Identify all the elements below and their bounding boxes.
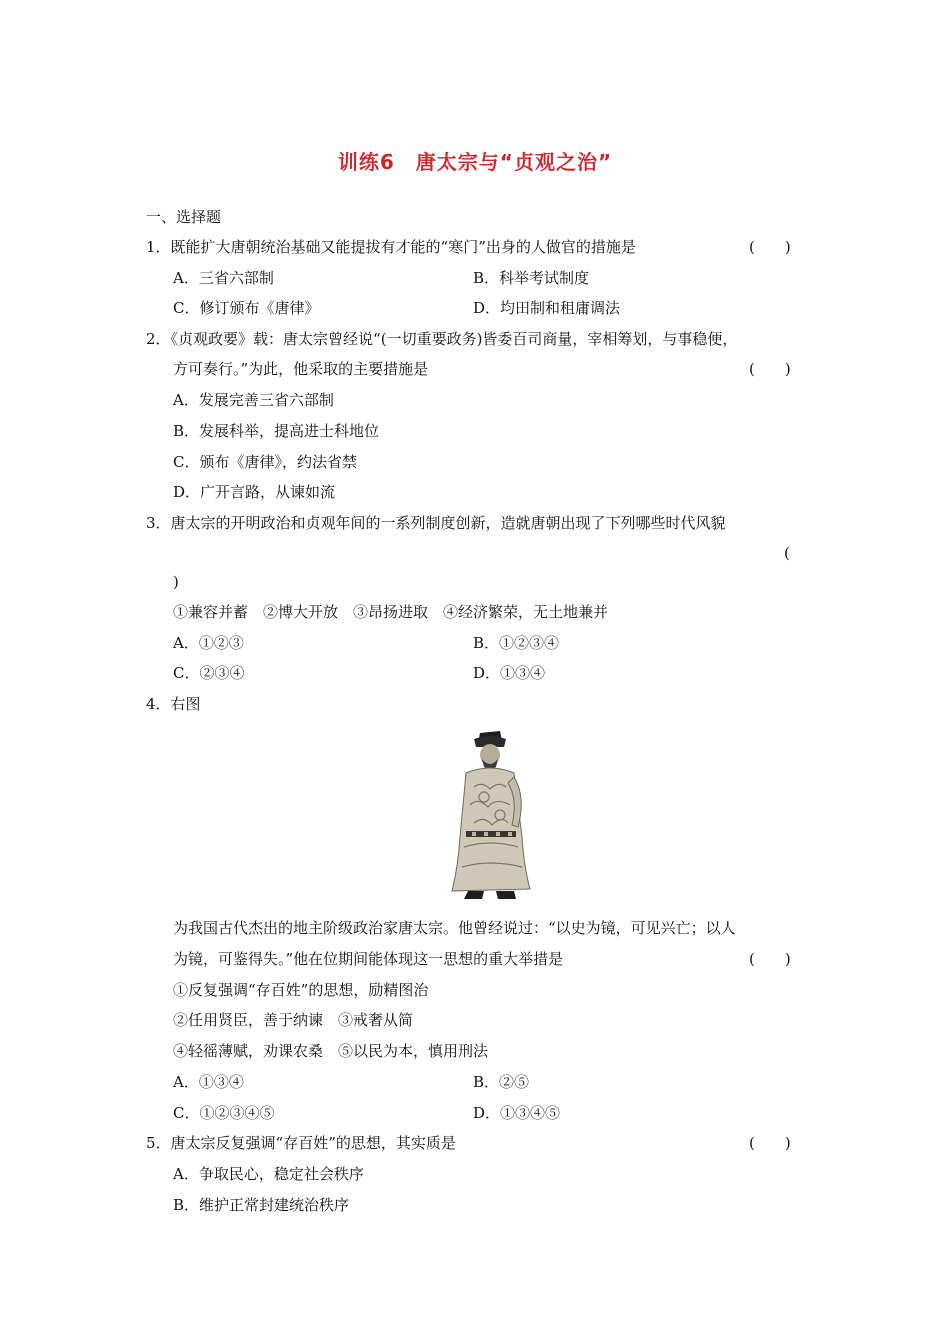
q2-answer-paren: ( )	[749, 360, 791, 378]
q4-item-1: ①反复强调“存百姓”的思想，励精图治	[173, 981, 429, 999]
q3-option-a: A．①②③	[173, 634, 244, 652]
q1-option-b: B．科举考试制度	[473, 269, 590, 287]
q2-option-b: B．发展科举，提高进士科地位	[173, 422, 380, 440]
section-heading: 一、选择题	[146, 208, 222, 226]
q5-option-b: B．维护正常封建统治秩序	[173, 1196, 350, 1214]
q2-option-c: C．颁布《唐律》，约法省禁	[173, 453, 357, 471]
q5-option-a: A．争取民心，稳定社会秩序	[173, 1165, 364, 1183]
q1-stem: 1．既能扩大唐朝统治基础又能提拔有才能的“寒门”出身的人做官的措施是	[146, 238, 636, 256]
q5-stem: 5．唐太宗反复强调“存百姓”的思想，其实质是	[146, 1134, 456, 1152]
q5-answer-paren: ( )	[749, 1134, 791, 1152]
q4-option-b: B．②⑤	[473, 1073, 530, 1091]
q2-option-d: D．广开言路，从谏如流	[173, 483, 336, 501]
q1-option-d: D．均田制和租庸调法	[473, 299, 621, 317]
q4-stem: 4．右图	[146, 695, 201, 713]
q4-answer-paren: ( )	[749, 950, 791, 968]
q3-stem: 3．唐太宗的开明政治和贞观年间的一系列制度创新，造就唐朝出现了下列哪些时代风貌	[146, 514, 726, 532]
q3-items: ①兼容并蓄 ②博大开放 ③昂扬进取 ④经济繁荣，无土地兼并	[173, 603, 609, 621]
q3-paren-open: (	[784, 544, 790, 562]
q4-text-line1: 为我国古代杰出的地主阶级政治家唐太宗。他曾经说过：“以史为镜，可见兴亡；以人	[173, 919, 736, 937]
q3-option-c: C．②③④	[173, 664, 245, 682]
q4-item-2: ②任用贤臣，善于纳谏 ③戒奢从简	[173, 1011, 414, 1029]
q4-option-d: D．①③④⑤	[473, 1104, 561, 1122]
q4-option-c: C．①②③④⑤	[173, 1104, 275, 1122]
q3-option-d: D．①③④	[473, 664, 546, 682]
q4-text-line2: 为镜，可鉴得失。”他在位期间能体现这一思想的重大举措是	[173, 950, 564, 968]
q1-answer-paren: ( )	[749, 238, 791, 256]
q4-option-a: A．①③④	[173, 1073, 244, 1091]
q3-paren-close: )	[173, 573, 179, 591]
q4-item-3: ④轻徭薄赋，劝课农桑 ⑤以民为本，慎用刑法	[173, 1042, 489, 1060]
page-title: 训练6 唐太宗与“贞观之治”	[337, 150, 613, 174]
q2-option-a: A．发展完善三省六部制	[173, 391, 334, 409]
q1-option-c: C．修订颁布《唐律》	[173, 299, 320, 317]
q1-option-a: A．三省六部制	[173, 269, 274, 287]
q2-stem-line1: 2．《贞观政要》载：唐太宗曾经说“(一切重要政务)皆委百司商量，宰相筹划，与事稳便，	[146, 330, 738, 348]
emperor-portrait-image	[444, 727, 536, 907]
q3-option-b: B．①②③④	[473, 634, 560, 652]
q2-stem-line2: 方可奏行。”为此，他采取的主要措施是	[173, 360, 429, 378]
